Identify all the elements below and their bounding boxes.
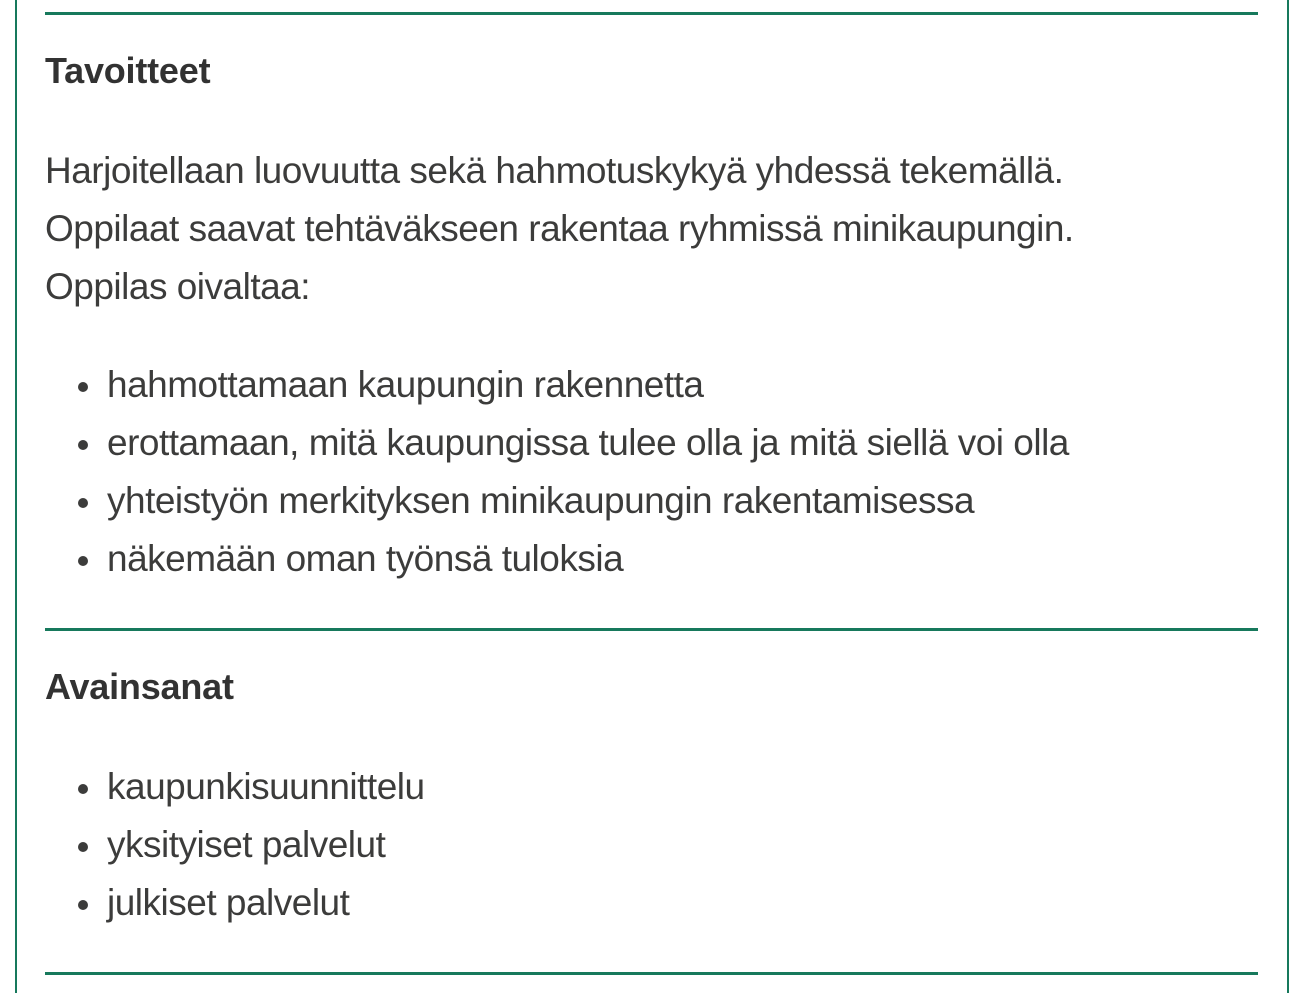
top-spacer [45,0,1258,12]
section-goals [45,51,1258,588]
list-item: • erottamaan, mitä kaupungissa tulee olla ja mitä siellä voi olla [105,414,1258,472]
paragraph-line: Oppilas oivaltaa: [45,266,311,307]
row-divider-top [45,12,1258,15]
list-item: • näkemään oman työnsä tuloksia [105,530,1258,588]
goals-list [45,356,1258,588]
lesson-card [15,0,1289,993]
keywords-list [45,758,1258,932]
section-keywords [45,667,1258,932]
paragraph-line: Oppilaat saavat tehtäväkseen rakentaa ryhmissä minikaupungin. [45,208,1074,249]
goals-paragraph [45,142,1258,316]
row-divider-middle [45,628,1258,631]
goals-section-title: Tavoitteet [45,50,211,91]
row-divider-bottom [45,972,1258,975]
list-item: • yhteistyön merkityksen minikaupungin rakentamisessa [105,472,1258,530]
paragraph-line: Harjoitellaan luovuutta sekä hahmotuskykyä yhdessä tekemällä. [45,150,1064,191]
list-item: • kaupunkisuunnittelu [105,758,1258,816]
list-item: • yksityiset palvelut [105,816,1258,874]
list-item: • julkiset palvelut [105,874,1258,932]
list-item: • hahmottamaan kaupungin rakennetta [105,356,1258,414]
keywords-section-title: Avainsanat [45,666,234,707]
